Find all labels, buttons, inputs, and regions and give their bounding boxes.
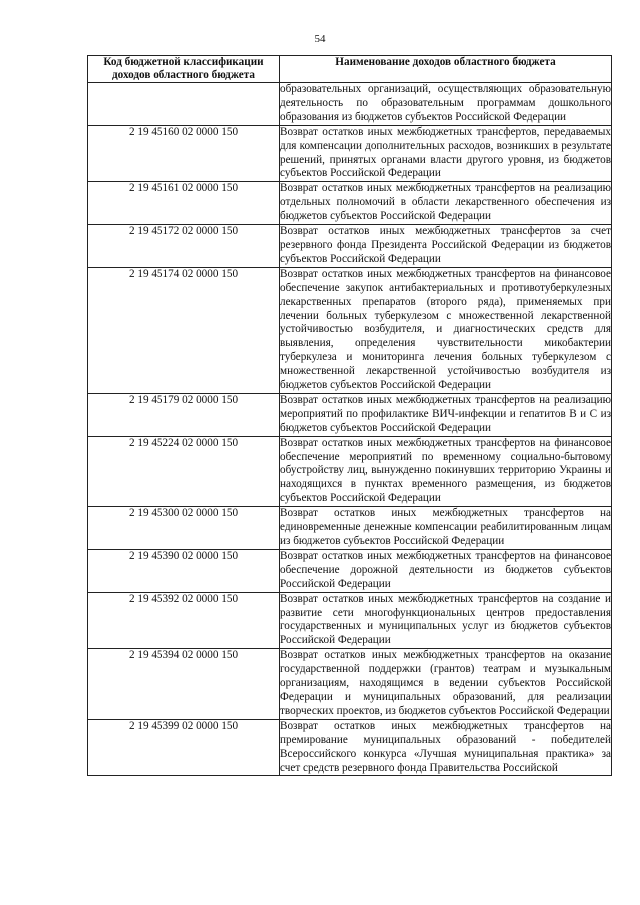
row-name: Возврат остатков иных межбюджетных трансфертов на реализацию отдельных полномочий в области лекарственного обеспечения из бюджетов субъектов Российской Федерации — [280, 182, 612, 225]
budget-revenue-table — [87, 55, 612, 776]
table-row — [88, 225, 612, 268]
row-code: 2 19 45300 02 0000 150 — [88, 507, 280, 550]
row-name: Возврат остатков иных межбюджетных трансфертов на премирование муниципальных образований - победителей Всероссийского конкурса «Лучшая муниципальная практика» за счет средств резервного фонда Правительства Российской — [280, 719, 612, 776]
table-row — [88, 267, 612, 393]
table-row — [88, 549, 612, 592]
row-code: 2 19 45394 02 0000 150 — [88, 649, 280, 720]
row-name: образовательных организаций, осуществляющих образовательную деятельность по образовательным программам дошкольного образования из бюджетов субъектов Российской Федерации — [280, 83, 612, 126]
row-code: 2 19 45392 02 0000 150 — [88, 592, 280, 649]
row-name: Возврат остатков иных межбюджетных трансфертов на создание и развитие сети многофункциональных центров предоставления государственных и муниципальных услуг из бюджетов субъектов Российской Федерации — [280, 592, 612, 649]
table-row — [88, 83, 612, 126]
row-name: Возврат остатков иных межбюджетных трансфертов на финансовое обеспечение мероприятий по временному социально-бытовому обустройству лиц, вынужденно покинувших территорию Украины и находящихся в пунктах временного размещения, из бюджетов субъектов Российской Федерации — [280, 436, 612, 507]
page-number: 54 — [314, 33, 326, 45]
table-row — [88, 393, 612, 436]
header-name: Наименование доходов областного бюджета — [280, 56, 612, 83]
table-header-row — [88, 56, 612, 83]
row-code: 2 19 45172 02 0000 150 — [88, 225, 280, 268]
row-code: 2 19 45179 02 0000 150 — [88, 393, 280, 436]
row-name: Возврат остатков иных межбюджетных трансфертов, передаваемых для компенсации дополнительных расходов, возникших в результате решений, принятых органами власти другого уровня, из бюджетов субъектов Российской Федерации — [280, 125, 612, 182]
row-code — [88, 83, 280, 126]
table-row — [88, 649, 612, 720]
table-row — [88, 507, 612, 550]
header-code: Код бюджетной классификации доходов областного бюджета — [88, 56, 280, 83]
row-name: Возврат остатков иных межбюджетных трансфертов на финансовое обеспечение дорожной деятельности из бюджетов субъектов Российской Федерации — [280, 549, 612, 592]
row-code: 2 19 45174 02 0000 150 — [88, 267, 280, 393]
row-code: 2 19 45390 02 0000 150 — [88, 549, 280, 592]
row-code: 2 19 45399 02 0000 150 — [88, 719, 280, 776]
row-code: 2 19 45224 02 0000 150 — [88, 436, 280, 507]
row-code: 2 19 45160 02 0000 150 — [88, 125, 280, 182]
table-row — [88, 436, 612, 507]
table-row — [88, 592, 612, 649]
table-body — [88, 83, 612, 776]
row-name: Возврат остатков иных межбюджетных трансфертов на оказание государственной поддержки (грантов) театрам и музыкальным организациям, находящимся в ведении субъектов Российской Федерации и муниципальных образований, для реализации творческих проектов, из бюджетов субъектов Российской Федерации — [280, 649, 612, 720]
row-code: 2 19 45161 02 0000 150 — [88, 182, 280, 225]
row-name: Возврат остатков иных межбюджетных трансфертов за счет резервного фонда Президента Российской Федерации из бюджетов субъектов Российской Федерации — [280, 225, 612, 268]
table-row — [88, 719, 612, 776]
row-name: Возврат остатков иных межбюджетных трансфертов на финансовое обеспечение закупок антибактериальных и противотуберкулезных лекарственных препаратов (второго ряда), применяемых при лечении больных туберкулезом с множественной лекарственной устойчивостью возбудителя, и диагностических средств для выявления, определения чувствительности микобактерии туберкулеза и мониторинга лечения больных туберкулезом с множественной лекарственной устойчивостью возбудителя из бюджетов субъектов Российской Федерации — [280, 267, 612, 393]
row-name: Возврат остатков иных межбюджетных трансфертов на реализацию мероприятий по профилактике ВИЧ-инфекции и гепатитов В и С из бюджетов субъектов Российской Федерации — [280, 393, 612, 436]
table-row — [88, 182, 612, 225]
row-name: Возврат остатков иных межбюджетных трансфертов на единовременные денежные компенсации реабилитированным лицам из бюджетов субъектов Российской Федерации — [280, 507, 612, 550]
table-row — [88, 125, 612, 182]
